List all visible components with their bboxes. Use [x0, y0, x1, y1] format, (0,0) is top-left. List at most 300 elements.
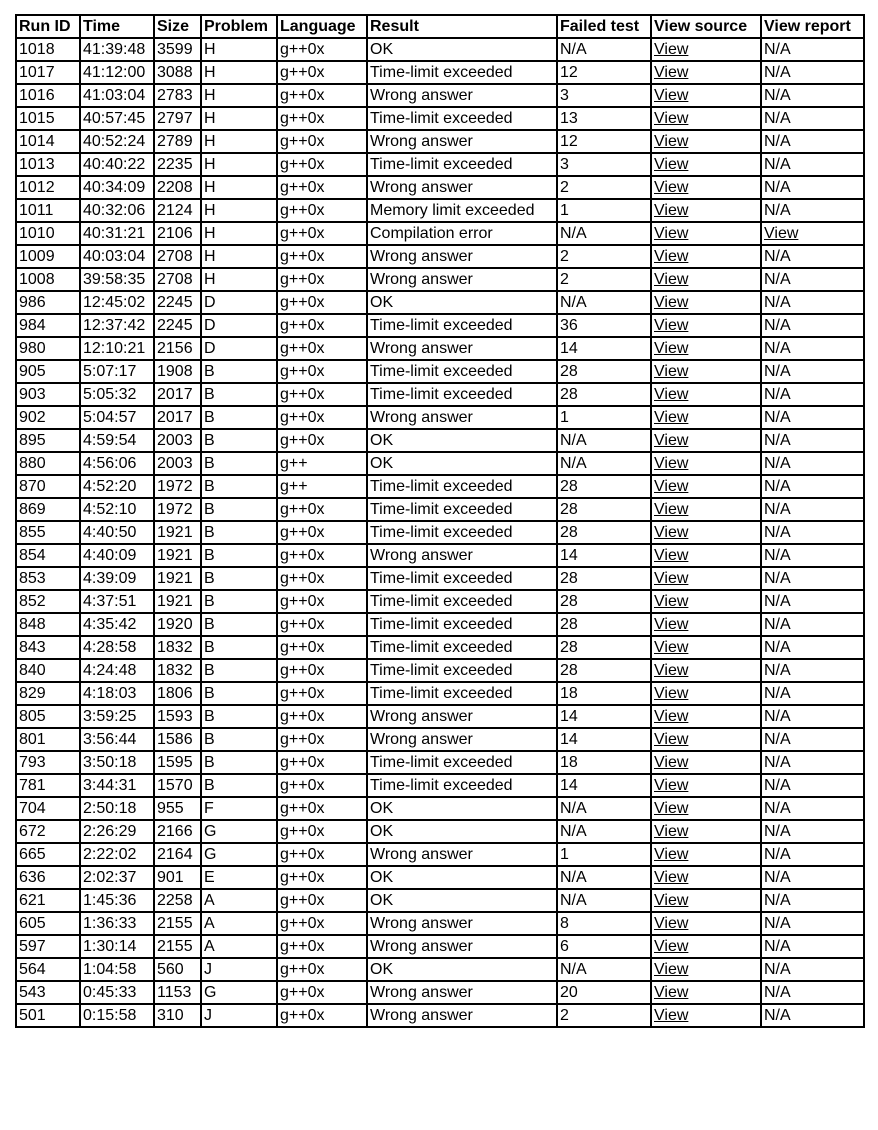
view-source-cell — [651, 360, 761, 383]
problem-cell: B — [201, 429, 277, 452]
result-cell: Time-limit exceeded — [367, 153, 557, 176]
view-report-cell: N/A — [761, 636, 864, 659]
table-row — [16, 84, 864, 107]
run-id-cell: 855 — [16, 521, 80, 544]
size-cell: 1586 — [154, 728, 201, 751]
time-cell: 5:07:17 — [80, 360, 154, 383]
problem-cell: B — [201, 659, 277, 682]
header-language: Language — [277, 15, 367, 38]
run-id-cell: 1018 — [16, 38, 80, 61]
view-report-cell: N/A — [761, 406, 864, 429]
header-view-report: View report — [761, 15, 864, 38]
view-source-link[interactable]: View — [654, 271, 689, 288]
view-source-link[interactable]: View — [654, 179, 689, 196]
result-cell: Time-limit exceeded — [367, 774, 557, 797]
language-cell: g++ — [277, 475, 367, 498]
time-cell: 40:31:21 — [80, 222, 154, 245]
failed-test-cell: 28 — [557, 521, 651, 544]
view-report-link[interactable]: View — [764, 225, 799, 242]
size-cell: 2208 — [154, 176, 201, 199]
result-cell: Time-limit exceeded — [367, 659, 557, 682]
table-row — [16, 636, 864, 659]
table-row — [16, 360, 864, 383]
problem-cell: B — [201, 360, 277, 383]
view-source-cell — [651, 38, 761, 61]
table-row — [16, 544, 864, 567]
table-row — [16, 889, 864, 912]
run-id-cell: 984 — [16, 314, 80, 337]
result-cell: Wrong answer — [367, 935, 557, 958]
run-id-cell: 854 — [16, 544, 80, 567]
run-id-cell: 805 — [16, 705, 80, 728]
view-source-link[interactable]: View — [654, 133, 689, 150]
failed-test-cell: 28 — [557, 659, 651, 682]
table-row — [16, 475, 864, 498]
table-row — [16, 199, 864, 222]
problem-cell: H — [201, 107, 277, 130]
view-source-link[interactable]: View — [654, 938, 689, 955]
time-cell: 40:34:09 — [80, 176, 154, 199]
run-id-cell: 895 — [16, 429, 80, 452]
view-source-link[interactable]: View — [654, 616, 689, 633]
size-cell: 2003 — [154, 429, 201, 452]
run-id-cell: 1013 — [16, 153, 80, 176]
view-source-link[interactable]: View — [654, 708, 689, 725]
size-cell: 1908 — [154, 360, 201, 383]
view-source-cell — [651, 337, 761, 360]
view-report-cell: N/A — [761, 38, 864, 61]
result-cell: Time-limit exceeded — [367, 314, 557, 337]
size-cell: 1921 — [154, 567, 201, 590]
problem-cell: B — [201, 751, 277, 774]
result-cell: Wrong answer — [367, 337, 557, 360]
result-cell: Time-limit exceeded — [367, 107, 557, 130]
view-source-link[interactable]: View — [654, 685, 689, 702]
failed-test-cell: N/A — [557, 797, 651, 820]
run-id-cell: 848 — [16, 613, 80, 636]
failed-test-cell: 1 — [557, 406, 651, 429]
run-id-cell: 1008 — [16, 268, 80, 291]
size-cell: 2258 — [154, 889, 201, 912]
problem-cell: H — [201, 245, 277, 268]
view-source-cell — [651, 820, 761, 843]
table-row — [16, 866, 864, 889]
time-cell: 41:39:48 — [80, 38, 154, 61]
run-id-cell: 543 — [16, 981, 80, 1004]
view-source-link[interactable]: View — [654, 915, 689, 932]
failed-test-cell: 28 — [557, 498, 651, 521]
failed-test-cell: 12 — [557, 61, 651, 84]
failed-test-cell: N/A — [557, 452, 651, 475]
size-cell: 955 — [154, 797, 201, 820]
language-cell: g++0x — [277, 613, 367, 636]
view-source-link[interactable]: View — [654, 248, 689, 265]
view-source-link[interactable]: View — [654, 87, 689, 104]
view-source-cell — [651, 636, 761, 659]
problem-cell: H — [201, 61, 277, 84]
problem-cell: B — [201, 544, 277, 567]
view-source-link[interactable]: View — [654, 409, 689, 426]
view-source-link[interactable]: View — [654, 64, 689, 81]
view-source-cell — [651, 291, 761, 314]
size-cell: 2245 — [154, 291, 201, 314]
language-cell: g++0x — [277, 889, 367, 912]
time-cell: 4:18:03 — [80, 682, 154, 705]
view-source-link[interactable]: View — [654, 846, 689, 863]
view-source-cell — [651, 521, 761, 544]
language-cell: g++0x — [277, 912, 367, 935]
result-cell: Wrong answer — [367, 728, 557, 751]
view-source-cell — [651, 912, 761, 935]
failed-test-cell: 18 — [557, 682, 651, 705]
view-report-cell: N/A — [761, 544, 864, 567]
table-row — [16, 728, 864, 751]
view-source-cell — [651, 797, 761, 820]
table-row — [16, 38, 864, 61]
language-cell: g++0x — [277, 406, 367, 429]
view-source-link[interactable]: View — [654, 547, 689, 564]
run-id-cell: 905 — [16, 360, 80, 383]
failed-test-cell: 13 — [557, 107, 651, 130]
failed-test-cell: 14 — [557, 728, 651, 751]
result-cell: Time-limit exceeded — [367, 567, 557, 590]
view-source-link[interactable]: View — [654, 662, 689, 679]
time-cell: 4:35:42 — [80, 613, 154, 636]
view-source-cell — [651, 567, 761, 590]
size-cell: 901 — [154, 866, 201, 889]
result-cell: Wrong answer — [367, 84, 557, 107]
view-source-link[interactable]: View — [654, 340, 689, 357]
failed-test-cell: N/A — [557, 38, 651, 61]
view-source-link[interactable]: View — [654, 823, 689, 840]
time-cell: 4:24:48 — [80, 659, 154, 682]
failed-test-cell: 1 — [557, 199, 651, 222]
result-cell: OK — [367, 866, 557, 889]
view-report-cell: N/A — [761, 452, 864, 475]
result-cell: Wrong answer — [367, 981, 557, 1004]
result-cell: Time-limit exceeded — [367, 590, 557, 613]
time-cell: 1:36:33 — [80, 912, 154, 935]
view-report-cell: N/A — [761, 705, 864, 728]
view-source-link[interactable]: View — [654, 570, 689, 587]
run-id-cell: 793 — [16, 751, 80, 774]
result-cell: Wrong answer — [367, 1004, 557, 1027]
table-row — [16, 935, 864, 958]
size-cell: 1153 — [154, 981, 201, 1004]
failed-test-cell: N/A — [557, 222, 651, 245]
view-source-cell — [651, 866, 761, 889]
time-cell: 41:03:04 — [80, 84, 154, 107]
problem-cell: H — [201, 268, 277, 291]
view-report-cell: N/A — [761, 774, 864, 797]
size-cell: 560 — [154, 958, 201, 981]
result-cell: Wrong answer — [367, 130, 557, 153]
view-source-cell — [651, 705, 761, 728]
run-id-cell: 704 — [16, 797, 80, 820]
view-report-cell: N/A — [761, 176, 864, 199]
run-id-cell: 840 — [16, 659, 80, 682]
view-report-cell: N/A — [761, 820, 864, 843]
result-cell: Time-limit exceeded — [367, 383, 557, 406]
time-cell: 12:10:21 — [80, 337, 154, 360]
view-report-cell: N/A — [761, 1004, 864, 1027]
run-id-cell: 902 — [16, 406, 80, 429]
view-report-cell: N/A — [761, 245, 864, 268]
result-cell: Wrong answer — [367, 245, 557, 268]
failed-test-cell: 8 — [557, 912, 651, 935]
language-cell: g++0x — [277, 958, 367, 981]
view-report-cell: N/A — [761, 958, 864, 981]
problem-cell: B — [201, 636, 277, 659]
language-cell: g++0x — [277, 636, 367, 659]
time-cell: 40:52:24 — [80, 130, 154, 153]
table-row — [16, 682, 864, 705]
view-source-link[interactable]: View — [654, 639, 689, 656]
view-report-cell: N/A — [761, 613, 864, 636]
header-size: Size — [154, 15, 201, 38]
time-cell: 5:05:32 — [80, 383, 154, 406]
size-cell: 2164 — [154, 843, 201, 866]
result-cell: Time-limit exceeded — [367, 613, 557, 636]
result-cell: Compilation error — [367, 222, 557, 245]
language-cell: g++0x — [277, 820, 367, 843]
view-source-link[interactable]: View — [654, 110, 689, 127]
view-source-link[interactable]: View — [654, 984, 689, 1001]
view-report-cell: N/A — [761, 107, 864, 130]
run-id-cell: 621 — [16, 889, 80, 912]
table-row — [16, 176, 864, 199]
view-source-link[interactable]: View — [654, 455, 689, 472]
view-source-cell — [651, 245, 761, 268]
table-row — [16, 452, 864, 475]
run-id-cell: 980 — [16, 337, 80, 360]
run-id-cell: 986 — [16, 291, 80, 314]
table-row — [16, 498, 864, 521]
problem-cell: B — [201, 498, 277, 521]
table-row — [16, 406, 864, 429]
time-cell: 12:45:02 — [80, 291, 154, 314]
run-id-cell: 1009 — [16, 245, 80, 268]
view-source-link[interactable]: View — [654, 777, 689, 794]
failed-test-cell: 28 — [557, 567, 651, 590]
view-source-cell — [651, 176, 761, 199]
view-source-link[interactable]: View — [654, 869, 689, 886]
view-report-cell: N/A — [761, 268, 864, 291]
view-source-link[interactable]: View — [654, 317, 689, 334]
size-cell: 2166 — [154, 820, 201, 843]
problem-cell: J — [201, 1004, 277, 1027]
size-cell: 1921 — [154, 590, 201, 613]
language-cell: g++0x — [277, 981, 367, 1004]
size-cell: 2156 — [154, 337, 201, 360]
view-source-link[interactable]: View — [654, 731, 689, 748]
table-row — [16, 820, 864, 843]
language-cell: g++0x — [277, 705, 367, 728]
language-cell: g++0x — [277, 1004, 367, 1027]
result-cell: Time-limit exceeded — [367, 682, 557, 705]
result-cell: Time-limit exceeded — [367, 636, 557, 659]
view-source-link[interactable]: View — [654, 1007, 689, 1024]
language-cell: g++0x — [277, 751, 367, 774]
table-row — [16, 107, 864, 130]
view-report-cell: N/A — [761, 682, 864, 705]
view-source-link[interactable]: View — [654, 202, 689, 219]
language-cell: g++0x — [277, 383, 367, 406]
run-id-cell: 1010 — [16, 222, 80, 245]
result-cell: Time-limit exceeded — [367, 475, 557, 498]
view-source-link[interactable]: View — [654, 593, 689, 610]
time-cell: 1:45:36 — [80, 889, 154, 912]
result-cell: Wrong answer — [367, 176, 557, 199]
result-cell: OK — [367, 429, 557, 452]
view-report-cell: N/A — [761, 843, 864, 866]
failed-test-cell: 3 — [557, 153, 651, 176]
view-report-cell: N/A — [761, 567, 864, 590]
time-cell: 2:26:29 — [80, 820, 154, 843]
view-source-cell — [651, 958, 761, 981]
language-cell: g++0x — [277, 199, 367, 222]
view-report-cell: N/A — [761, 590, 864, 613]
view-source-link[interactable]: View — [654, 478, 689, 495]
view-source-link[interactable]: View — [654, 800, 689, 817]
view-report-cell: N/A — [761, 659, 864, 682]
time-cell: 40:03:04 — [80, 245, 154, 268]
language-cell: g++0x — [277, 222, 367, 245]
view-source-link[interactable]: View — [654, 892, 689, 909]
time-cell: 40:57:45 — [80, 107, 154, 130]
view-source-link[interactable]: View — [654, 294, 689, 311]
size-cell: 1832 — [154, 636, 201, 659]
failed-test-cell: 28 — [557, 475, 651, 498]
header-result: Result — [367, 15, 557, 38]
view-source-link[interactable]: View — [654, 41, 689, 58]
problem-cell: D — [201, 337, 277, 360]
size-cell: 310 — [154, 1004, 201, 1027]
problem-cell: H — [201, 222, 277, 245]
view-source-cell — [651, 429, 761, 452]
view-report-cell: N/A — [761, 475, 864, 498]
failed-test-cell: 14 — [557, 544, 651, 567]
language-cell: g++0x — [277, 107, 367, 130]
view-source-link[interactable]: View — [654, 225, 689, 242]
view-source-cell — [651, 406, 761, 429]
run-id-cell: 880 — [16, 452, 80, 475]
time-cell: 39:58:35 — [80, 268, 154, 291]
table-row — [16, 291, 864, 314]
size-cell: 1595 — [154, 751, 201, 774]
table-row — [16, 751, 864, 774]
view-source-link[interactable]: View — [654, 386, 689, 403]
failed-test-cell: N/A — [557, 889, 651, 912]
language-cell: g++0x — [277, 797, 367, 820]
run-id-cell: 1015 — [16, 107, 80, 130]
language-cell: g++0x — [277, 429, 367, 452]
language-cell: g++0x — [277, 360, 367, 383]
problem-cell: B — [201, 613, 277, 636]
size-cell: 2789 — [154, 130, 201, 153]
language-cell: g++0x — [277, 843, 367, 866]
table-row — [16, 130, 864, 153]
view-report-cell: N/A — [761, 337, 864, 360]
view-source-link[interactable]: View — [654, 363, 689, 380]
table-row — [16, 337, 864, 360]
size-cell: 3088 — [154, 61, 201, 84]
view-source-cell — [651, 383, 761, 406]
run-id-cell: 852 — [16, 590, 80, 613]
view-source-link[interactable]: View — [654, 156, 689, 173]
result-cell: OK — [367, 958, 557, 981]
problem-cell: D — [201, 314, 277, 337]
view-source-link[interactable]: View — [654, 501, 689, 518]
size-cell: 1593 — [154, 705, 201, 728]
view-source-cell — [651, 981, 761, 1004]
failed-test-cell: 1 — [557, 843, 651, 866]
size-cell: 1806 — [154, 682, 201, 705]
view-source-link[interactable]: View — [654, 961, 689, 978]
header-failed-test: Failed test — [557, 15, 651, 38]
time-cell: 4:37:51 — [80, 590, 154, 613]
failed-test-cell: 28 — [557, 360, 651, 383]
view-source-cell — [651, 1004, 761, 1027]
view-source-cell — [651, 84, 761, 107]
size-cell: 2017 — [154, 383, 201, 406]
time-cell: 2:50:18 — [80, 797, 154, 820]
table-row — [16, 797, 864, 820]
run-id-cell: 1016 — [16, 84, 80, 107]
problem-cell: H — [201, 38, 277, 61]
language-cell: g++0x — [277, 544, 367, 567]
language-cell: g++0x — [277, 682, 367, 705]
view-report-cell: N/A — [761, 429, 864, 452]
run-id-cell: 1014 — [16, 130, 80, 153]
view-source-cell — [651, 199, 761, 222]
view-source-link[interactable]: View — [654, 432, 689, 449]
view-source-cell — [651, 544, 761, 567]
problem-cell: B — [201, 705, 277, 728]
table-row — [16, 245, 864, 268]
table-row — [16, 981, 864, 1004]
time-cell: 5:04:57 — [80, 406, 154, 429]
run-id-cell: 843 — [16, 636, 80, 659]
table-row — [16, 222, 864, 245]
time-cell: 4:56:06 — [80, 452, 154, 475]
result-cell: OK — [367, 797, 557, 820]
problem-cell: B — [201, 383, 277, 406]
failed-test-cell: 3 — [557, 84, 651, 107]
table-row — [16, 958, 864, 981]
time-cell: 4:40:09 — [80, 544, 154, 567]
failed-test-cell: N/A — [557, 958, 651, 981]
view-report-cell: N/A — [761, 360, 864, 383]
run-id-cell: 903 — [16, 383, 80, 406]
problem-cell: B — [201, 774, 277, 797]
view-source-link[interactable]: View — [654, 524, 689, 541]
size-cell: 2235 — [154, 153, 201, 176]
table-row — [16, 268, 864, 291]
size-cell: 1972 — [154, 498, 201, 521]
view-source-cell — [651, 130, 761, 153]
language-cell: g++0x — [277, 61, 367, 84]
size-cell: 1921 — [154, 521, 201, 544]
view-source-link[interactable]: View — [654, 754, 689, 771]
view-source-cell — [651, 590, 761, 613]
size-cell: 1972 — [154, 475, 201, 498]
result-cell: Wrong answer — [367, 406, 557, 429]
run-id-cell: 665 — [16, 843, 80, 866]
view-source-cell — [651, 314, 761, 337]
language-cell: g++0x — [277, 130, 367, 153]
failed-test-cell: 2 — [557, 268, 651, 291]
